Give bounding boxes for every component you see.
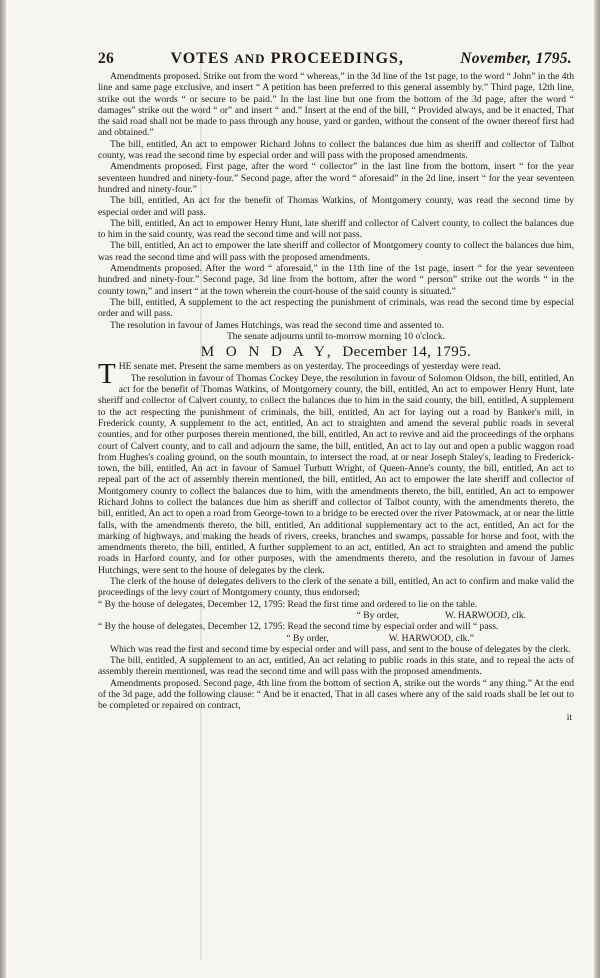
page-number: 26 (98, 50, 115, 67)
signature-by-order-1: “ By order, (356, 609, 399, 621)
paragraph-amendments-1: Amendments proposed. Strike out from the word “ whereas,” in the 3d line of the 1st page, to the word “ John” in the 4th line and same page exclusive, and insert “ A petition has been preferred to this general assembly by.” Third page, 12th line, strike out the words “ or secure to be paid.” In the last line but one from the bottom of the 3d page, after the word “ damages” strike out the word “ or” and insert “ and.” Insert at the end of the bill, “ Provided always, and be it enacted, That the said road shall not be made to pass through any house, yard or garden, without the consent of the owner thereof first had and obtained.” (98, 71, 574, 139)
paragraph-resolution-hutchings: The resolution in favour of James Hutchings, was read the second time and assented to. (110, 319, 445, 331)
paragraph-senate-met (98, 358, 574, 391)
paragraph-amendments-4: Amendments proposed. Second page, 4th line from the bottom of section A, strike out the words “ any thing.” At the end of the 3d page, add the following clause: “ And be it enacted, That in all cases where any of the said roads shall be let out to be completed or repaired on contract, (98, 677, 574, 712)
signature-block-1 (98, 610, 574, 621)
endorsement-first-reading: “ By the house of delegates, December 12, 1795: Read the first time and ordered to lie on the table. (98, 598, 478, 610)
scan-edge-right (594, 0, 600, 978)
signature-by-order-2: “ By order, (286, 632, 329, 644)
title-votes: VOTES (170, 50, 230, 67)
endorsement-second-reading: “ By the house of delegates, December 12, 1795: Read the second time by especial order and will “ pass. (98, 621, 499, 633)
signature-name-1: W. HARWOOD, clk. (444, 609, 526, 621)
paragraph-bill-montgomery: The bill, entitled, An act to empower the late sheriff and collector of Montgomery county to collect the balances due him, was read the second time and will pass with the proposed amendments. (98, 240, 574, 263)
paragraph-sent-to-delegates: The resolution in favour of Thomas Cockey Deye, the resolution in favour of Solomon Oldson, the bill, entitled, An act for the benefit of Thomas Watkins, of Montgomery county, the bill, entitled, An act to empower Henry Hunt, late sheriff and collector of Calvert county, to collect the balances due to him in the said county, the bill, entitled, A supplement to the act respecting the punishment of criminals, the bill, entitled, An act for laying out a road by Banker's mill, in Frederick county, A supplement to the act, entitled, An act to straighten and amend the several public roads in several counties, and for other purposes therein mentioned, the bill, entitled, An act to revive and aid the proceedings of the orphans court of Calvert county, and to call and adjourn the same, the bill, entitled, An act to lay out and open a public waggon road from Hughes's coaling ground, on the south mountain, to intersect the road, at or near Joseph Staley's, leading to Frederick-town, the bill, entitled, An act in favour of Samuel Turbutt Wright, of Queen-Anne's county, the bill, entitled, An act to repeal part of the act of assembly therein mentioned, the bill, entitled, An act to empower the late sheriff and collector of Montgomery county to collect the balances due to him, with the amendments thereto, the bill, entitled, An act to empower Richard Johns to collect the balances due him as sheriff and collector of Talbot county, with the amendments thereto, the bill, entitled, An act to open a road from George-town to a bridge to be erected over the river Patowmack, at or near the little falls, with the amendments thereto, the bill, entitled, An additional supplementary act to the act, entitled, An act for the marking of highways, and making the heads of rivers, creeks, branches and swamps, passable for horse and foot, with the amendments thereto, the bill, entitled, A further supplement to an act, entitled, An act to straighten and amend the public roads in Harford county, and for other purposes, with the amendments thereto, and the resolution in favour of James Hutchings, were sent to the house of delegates by the clerk. (98, 372, 574, 576)
day-word: M O N D A Y, (200, 344, 335, 361)
catchword: it (566, 711, 572, 723)
text-column (98, 71, 574, 723)
day-date: December 14, 1795. (342, 344, 472, 361)
day-heading (98, 344, 574, 361)
paragraph-levy-court-bill: The clerk of the house of delegates delivers to the clerk of the senate a bill, entitled, An act to confirm and make valid the proceedings of the levy court of Montgomery county, thus endorsed; (98, 576, 574, 599)
adjournment-notice: The senate adjourns until to-morrow morning 10 o'clock. (226, 330, 446, 342)
signature-block-2 (98, 633, 574, 644)
drop-cap: T (98, 358, 116, 391)
scan-edge-left (0, 0, 6, 978)
paragraph-bill-watkins: The bill, entitled, An act for the benefit of Thomas Watkins, of Montgomery county, was read the second time by especial order and will pass. (98, 195, 574, 218)
paragraph-bill-criminals: The bill, entitled, A supplement to the act respecting the punishment of criminals, was read the second time by especial order and will pass. (98, 296, 574, 320)
paragraph-bill-johns: The bill, entitled, An act to empower Richard Johns to collect the balances due him as sheriff and collector of Talbot county, was read the second time by especial order and will pass with the proposed amendments. (98, 138, 574, 162)
paragraph-public-roads-bill: The bill, entitled, A supplement to an act, entitled, An act relating to public roads in this state, and to repeal the acts of assembly therein mentioned, was read the second time and will pass with the proposed amendments. (98, 655, 574, 678)
paragraph-amendments-2: Amendments proposed. First page, after the word “ collector” in the last line from the bottom, insert “ for the year seventeen hundred and ninety-four.” Second page, after the word “ aforesaid” in the 2d line, insert “ for the year seventeen hundred and ninety-four.” (98, 161, 574, 195)
signature-name-2: W. HARWOOD, clk.” (388, 632, 474, 644)
paragraph-bill-hunt: The bill, entitled, An act to empower Henry Hunt, late sheriff and collector of Calvert county, to collect the balances due to him in the said county, was read the second time and will not pass. (98, 217, 574, 241)
title-and: AND (234, 51, 266, 66)
senate-met-text: HE senate met. Present the same members as on yesterday. The proceedings of yesterday were read. (118, 361, 501, 373)
running-header (98, 50, 572, 70)
paragraph-read-and-sent: Which was read the first and second time by especial order and will pass, and sent to the house of delegates by the clerk. (110, 643, 571, 655)
header-date: November, 1795. (460, 50, 572, 67)
running-title (170, 50, 403, 68)
paragraph-amendments-3: Amendments proposed. After the word “ aforesaid,” in the 11th line of the 1st page, insert “ for the year seventeen hundred and ninety-four.” Second page, 3d line from the bottom, after the word “ person” strike out the words “ in the county town,” and insert “ at the town wherein the court-house of the said county is situated.” (98, 263, 574, 297)
title-proceedings: PROCEEDINGS, (270, 50, 404, 67)
